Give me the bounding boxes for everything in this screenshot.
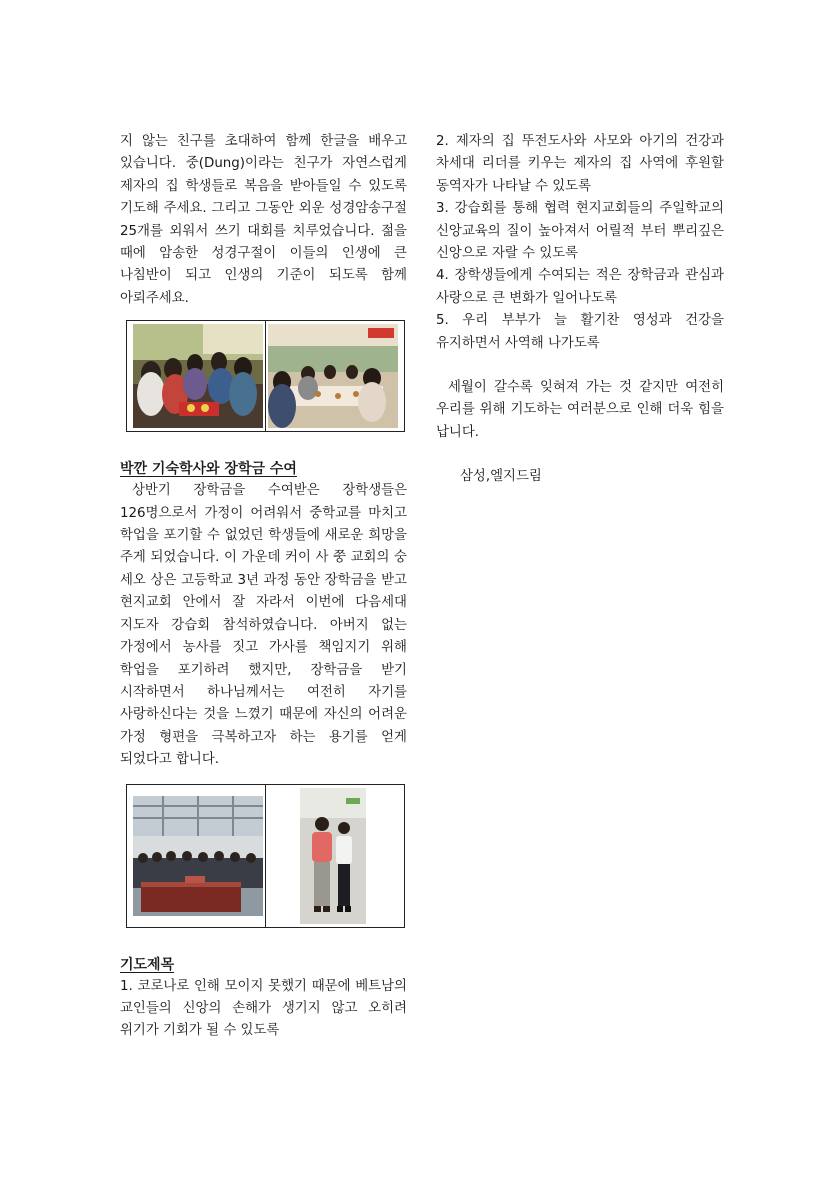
intro-paragraph: 지 않는 친구를 초대하여 함께 한글을 배우고 있습니다. 중(Dung)이라는 친구가 자연스럽게 제자의 집 학생들로 복음을 받아들일 수 있도록 기도해 주세요. 그리고 그동안 외운 성경암송구절 25개를 외워서 쓰기 대회를 치루었습니다. 젊을 때에 암송한 성경구절이 이들의 인생에 큰 나침반이 되고 인생의 기준이 되도록 함께 아뢰주세요. [120,134,407,306]
section-heading-scholarship: 박깐 기숙학사와 장학금 수여 [120,461,297,478]
prayer-item-2: 2. 제자의 집 뚜전도사와 사모와 아기의 건강과 차세대 리더를 키우는 제자의 집 사역에 후원할 동역자가 나타날 수 있도록 [436,134,724,194]
prayer-item-1: 1. 코로나로 인해 모이지 못했기 때문에 베트남의 교인들의 신앙의 손해가 생기지 않고 오히려 위기가 기회가 될 수 있도록 [120,978,407,1039]
photo-students-table [133,324,263,428]
section-heading-prayer: 기도제목 [120,956,175,973]
left-column [120,131,407,1043]
photo-divider [265,785,266,927]
prayer-item-5: 5. 우리 부부가 늘 활기찬 영성과 건강을 유지하면서 사역해 나가도록 [436,313,724,351]
photo-two-men [300,788,366,924]
photo-divider [265,321,266,431]
prayer-item-4: 4. 장학생들에게 수여되는 적은 장학금과 관심과 사랑으로 큰 변화가 일어나도록 [436,268,724,306]
signature: 삼성,엘지드림 [460,469,542,485]
photo-restaurant-group [268,324,398,428]
closing-paragraph: 세월이 갈수록 잊혀져 가는 것 같지만 여전히 우리를 위해 기도하는 여러분으로 인해 더욱 힘을 납니다. [436,380,724,440]
photo-group-gathering [126,320,405,432]
prayer-item-3: 3. 강습회를 통해 협력 현지교회들의 주일학교의 신앙교육의 질이 높아져서 어릴적 부터 뿌리깊은 신앙으로 자랄 수 있도록 [436,201,724,262]
scholarship-paragraph: 상반기 장학금을 수여받은 장학생들은 126명으로서 가정이 어려워서 중학교를 마치고 학업을 포기할 수 없었던 학생들에 새로운 희망을 주게 되었습니다. 이 가운데 커이 사 쭝 교회의 숭 세오 상은 고등학교 3년 과정 동안 장학금을 받고 현지교회 안에서 잘 자라서 이번에 다음세대 지도자 강습회 참석하였습니다. 아버지 없는 가정에서 농사를 짓고 가사를 책임지기 위해 학업을 포기하려 했지만, 장학금을 받기 시작하면서 하나님께서는 여전히 자기를 사랑하신다는 것을 느꼈기 때문에 자신의 어려운 가정 형편을 극복하고자 하는 용기를 얻게 되었다고 합니다. [120,483,407,768]
photo-group-scholarship [126,784,405,928]
photo-scholarship-ceremony [133,796,263,916]
right-column [436,131,724,489]
